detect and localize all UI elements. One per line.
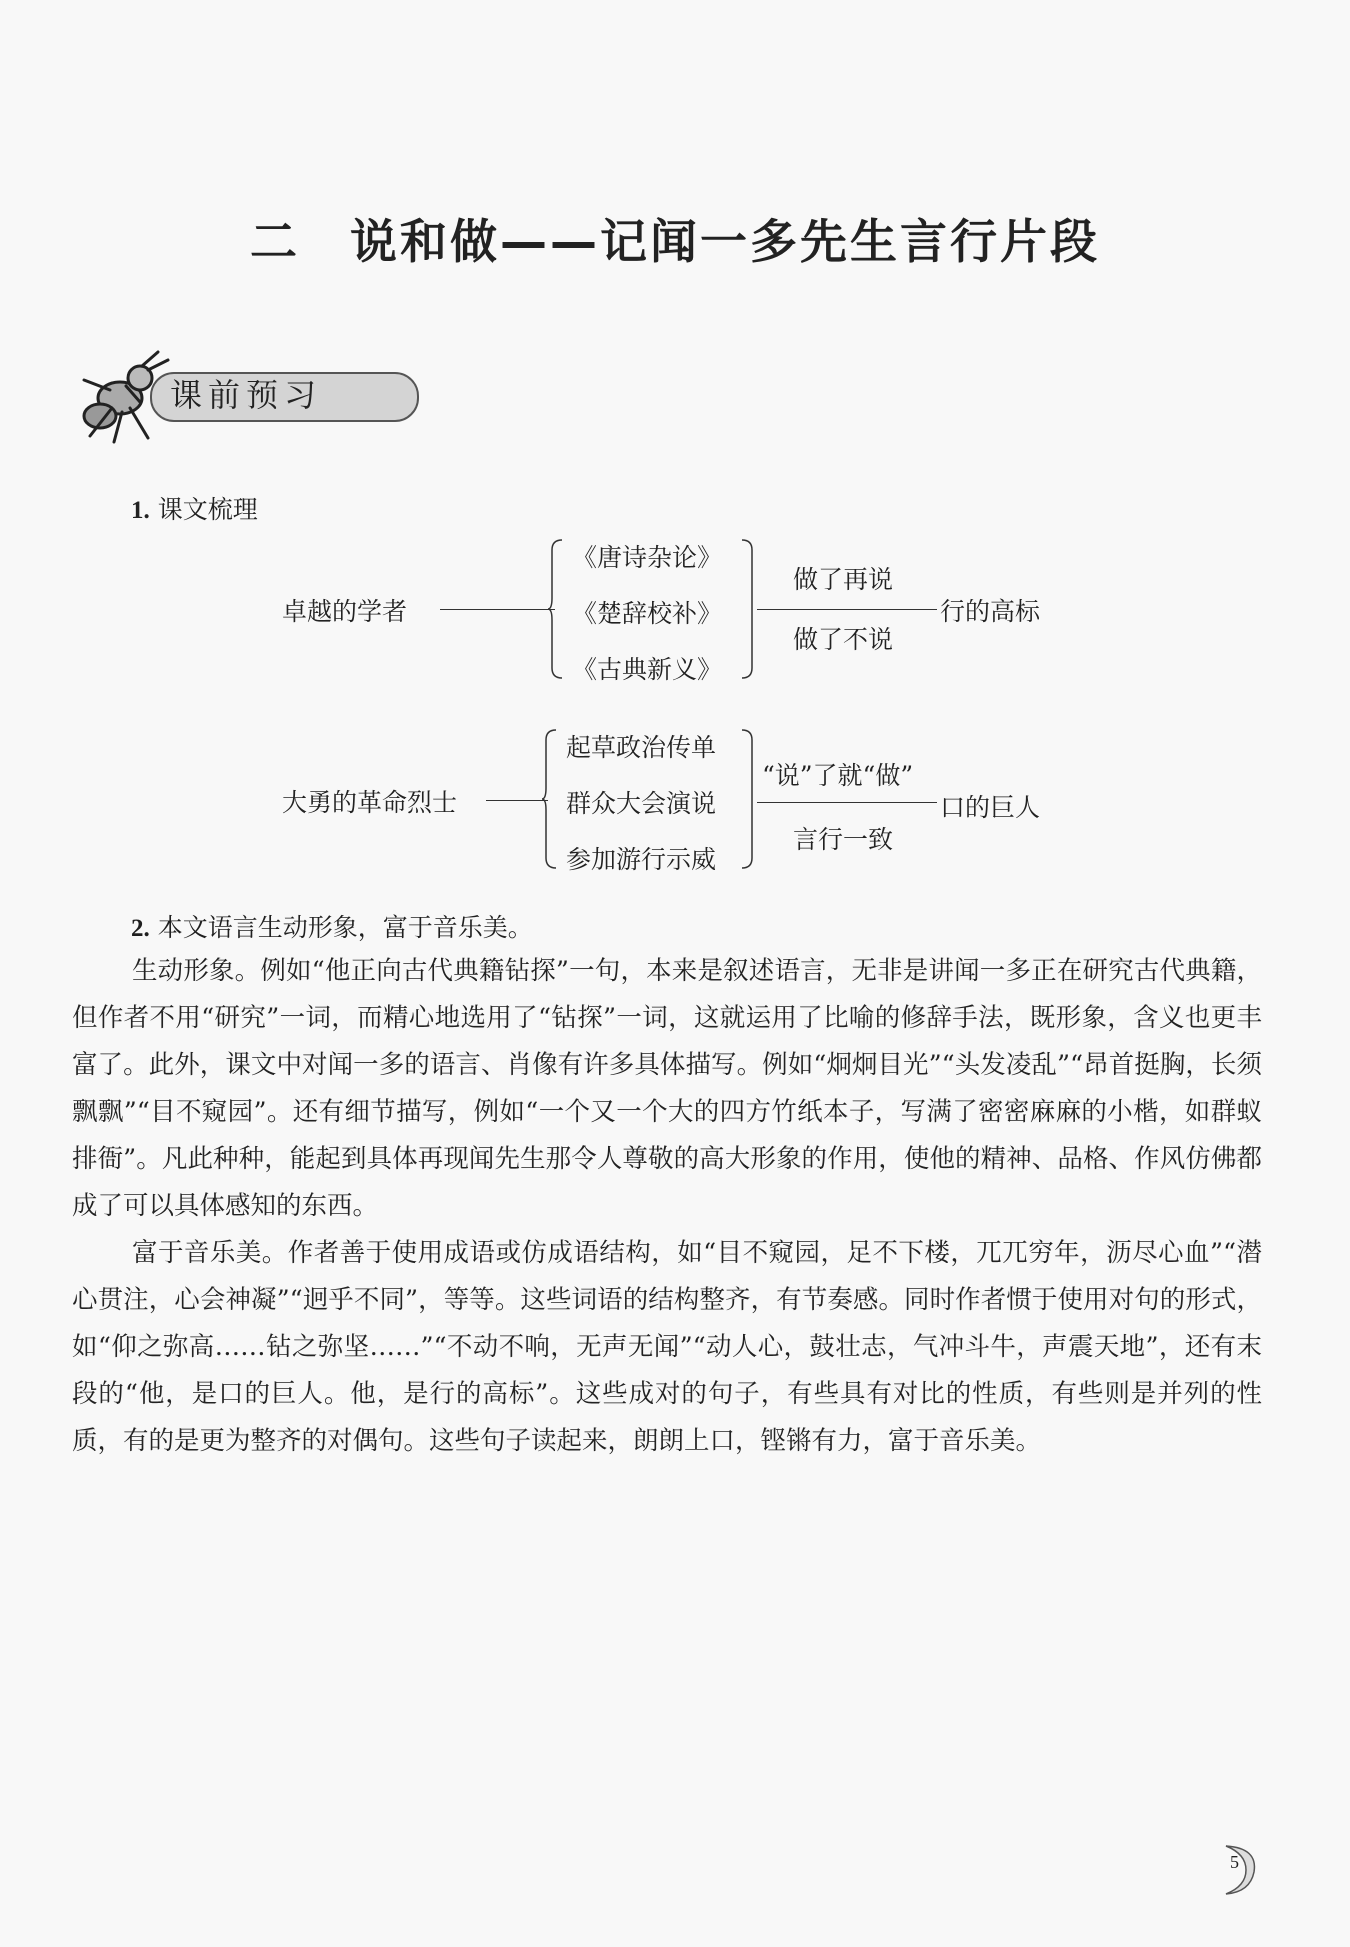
tree1-left-brace	[548, 538, 568, 680]
tree1-end: 行的高标	[940, 597, 1041, 626]
tree2-connector	[486, 800, 548, 801]
section-badge	[70, 350, 350, 445]
tree1-connector	[440, 609, 555, 610]
title-text: 说和做——记闻一多先生言行片段	[350, 215, 1100, 270]
page-title	[0, 205, 1350, 272]
tree1-branch-1: 《唐诗杂论》	[572, 543, 723, 572]
tree1-root: 卓越的学者	[282, 597, 408, 626]
question-1	[131, 490, 258, 526]
paragraph-2: 富于音乐美。作者善于使用成语或仿成语结构，如“目不窥园，足不下楼，兀兀穷年，沥尽心血”“潜心贯注，心会神凝”“迥乎不同”，等等。这些词语的结构整齐，有节奏感。同时作者惯于使用对句的形式，如“仰之弥高……钻之弥坚……”“不动不响，无声无闻”“动人心，鼓壮志，气冲斗牛，声震天地”，还有末段的“他，是口的巨人。他，是行的高标”。这些成对的句子，有些具有对比的性质，有些则是并列的性质，有的是更为整齐的对偶句。这些句子读起来，朗朗上口，铿锵有力，富于音乐美。	[72, 1238, 1262, 1456]
ant-icon	[70, 350, 180, 450]
paragraph-1: 生动形象。例如“他正向古代典籍钻探”一句，本来是叙述语言，无非是讲闻一多正在研究古代典籍，但作者不用“研究”一词，而精心地选用了“钻探”一词，这就运用了比喻的修辞手法，既形象，含义也更丰富了。此外，课文中对闻一多的语言、肖像有许多具体描写。例如“炯炯目光”“头发凌乱”“昂首挺胸，长须飘飘”“目不窥园”。还有细节描写，例如“一个又一个大的四方竹纸本子，写满了密密麻麻的小楷，如群蚁排衙”。凡此种种，能起到具体再现闻先生那令人尊敬的高大形象的作用，使他的精神、品格、作风仿佛都成了可以具体感知的东西。	[72, 956, 1262, 1221]
tree2-end: 口的巨人	[940, 793, 1041, 822]
q1-number: 1.	[131, 497, 150, 524]
tree2-mid-line	[757, 802, 937, 803]
tree2-branch-2: 群众大会演说	[566, 789, 717, 818]
tree2-right-brace	[740, 728, 760, 870]
tree1-mid-line	[757, 609, 937, 610]
page-number	[1196, 1838, 1266, 1898]
tree1-branch-3: 《古典新义》	[572, 655, 723, 684]
tree2-left-brace	[542, 728, 562, 870]
tree1-branch-2: 《楚辞校补》	[572, 599, 723, 628]
tree2-branch-1: 起草政治传单	[566, 733, 717, 762]
tree1-mid-1: 做了再说	[793, 565, 894, 594]
title-number: 二	[250, 215, 300, 270]
q1-text: 课文梳理	[157, 495, 258, 524]
page-number-text: 5	[1230, 1852, 1239, 1872]
tree1-mid-2: 做了不说	[793, 625, 894, 654]
tree2-branch-3: 参加游行示威	[566, 845, 717, 874]
tree2-mid-1: “说”了就“做”	[762, 761, 914, 790]
q2-number: 2.	[131, 915, 150, 942]
body-text	[72, 948, 1262, 1465]
badge-label: 课前预习	[170, 376, 323, 414]
q2-text: 本文语言生动形象，富于音乐美。	[157, 913, 533, 942]
tree2-mid-2: 言行一致	[793, 825, 894, 854]
tree2-root: 大勇的革命烈士	[282, 788, 458, 817]
question-2	[131, 908, 533, 944]
